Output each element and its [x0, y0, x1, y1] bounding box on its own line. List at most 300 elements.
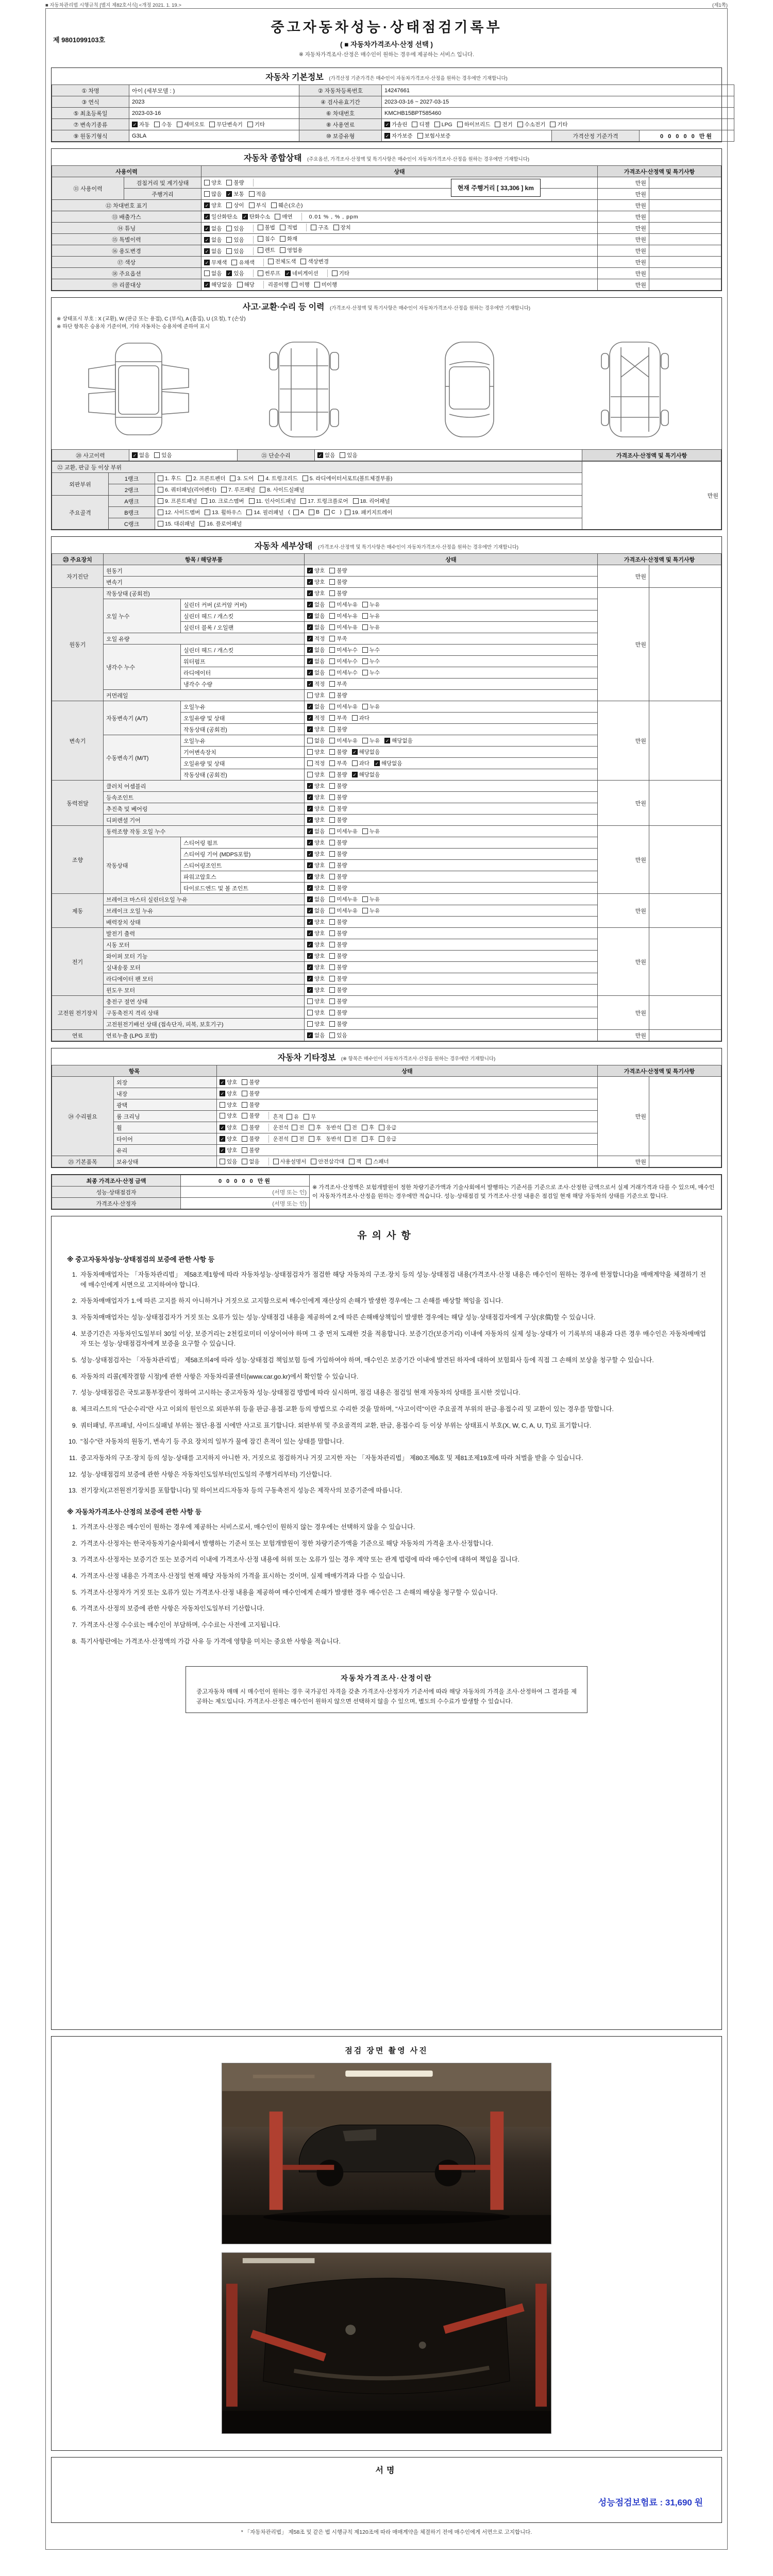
checkbox-양호[interactable] — [307, 771, 325, 778]
checkbox-label: 3. 도어 — [237, 475, 254, 482]
checkbox-불량[interactable] — [329, 952, 347, 960]
checkbox-label: 미세누유 — [337, 704, 358, 710]
checkbox-3. 도어[interactable] — [230, 474, 254, 482]
checkbox-자가보증[interactable] — [384, 132, 413, 140]
checkbox-있음[interactable] — [329, 1031, 347, 1039]
checkbox-보통[interactable] — [226, 190, 244, 198]
checkbox-전[interactable] — [345, 1124, 357, 1131]
checkbox-양호[interactable] — [307, 873, 325, 880]
checkbox-불량[interactable] — [329, 1020, 347, 1028]
checkbox-양호[interactable] — [220, 1146, 237, 1154]
checkbox-누유[interactable] — [362, 601, 380, 608]
checkbox-없음[interactable] — [307, 657, 325, 665]
checkbox-양호[interactable] — [307, 691, 325, 699]
checkbox-불량[interactable] — [329, 850, 347, 858]
checkbox-보험사보증[interactable] — [417, 132, 451, 140]
device-row — [52, 996, 721, 1007]
notice-items-1 — [67, 1270, 706, 1502]
checkbox-불량[interactable] — [329, 929, 347, 937]
accident-price-cell: 만원 — [582, 462, 721, 530]
item-label: 룸 크리닝 — [114, 1111, 217, 1122]
checkbox-icon — [292, 282, 297, 287]
checkbox-icon — [154, 122, 160, 127]
checkbox-양호[interactable] — [204, 179, 222, 187]
overall-row-label: ⑱ 주요옵션 — [52, 268, 201, 279]
checkbox-group — [307, 589, 356, 597]
checkbox-양호[interactable] — [307, 884, 325, 892]
checkbox-과다[interactable] — [352, 759, 369, 767]
state-cell — [305, 645, 598, 656]
checkbox-응급[interactable] — [379, 1135, 396, 1143]
checkbox-누유[interactable] — [362, 895, 380, 903]
checkbox-없음[interactable] — [307, 737, 325, 744]
checkbox-불량[interactable] — [329, 578, 347, 586]
state-cell — [305, 735, 598, 747]
checkbox-잭[interactable] — [349, 1158, 361, 1165]
checkbox-수동[interactable] — [154, 121, 172, 128]
field-value: 아이 (세부모델 : ) — [129, 85, 299, 96]
overall-row-label: ⑮ 특별이력 — [52, 234, 201, 245]
checkbox-16. 플로어패널[interactable] — [199, 520, 242, 528]
checkbox-부족[interactable] — [329, 680, 347, 688]
checkbox-1. 후드[interactable] — [158, 474, 181, 482]
exchange-rank-table — [52, 461, 721, 530]
checkbox-불량[interactable] — [329, 589, 347, 597]
checkbox-불량[interactable] — [329, 771, 347, 778]
checkbox-양호[interactable] — [307, 748, 325, 756]
state-cell — [305, 803, 598, 815]
checkbox-부족[interactable] — [329, 635, 347, 642]
checkbox-불량[interactable] — [329, 816, 347, 824]
checkbox-없음[interactable] — [307, 827, 325, 835]
checkbox-후[interactable] — [362, 1124, 374, 1131]
checkbox-B[interactable] — [309, 509, 320, 515]
checkbox-적법[interactable] — [280, 224, 297, 231]
checkbox-누유[interactable] — [362, 612, 380, 620]
checkbox-불량[interactable] — [242, 1090, 259, 1097]
checkbox-양호[interactable] — [220, 1112, 237, 1120]
checkbox-탄화수소[interactable] — [242, 213, 271, 221]
checkbox-icon: ✓ — [308, 625, 312, 630]
legend-line-2: ※ 하단 항목은 승용차 기준이며, 기타 자동차는 승용차에 준하여 표시 — [57, 324, 210, 330]
checkbox-적정[interactable] — [307, 680, 325, 688]
checkbox-누유[interactable] — [362, 827, 380, 835]
checkbox-있음[interactable] — [220, 1158, 237, 1165]
checkbox-LPG[interactable] — [434, 122, 452, 128]
checkbox-스패너[interactable] — [366, 1158, 389, 1165]
checkbox-양호[interactable] — [307, 952, 325, 960]
checkbox-5. 라디에이터서포트(볼트체결부품)[interactable] — [303, 474, 393, 482]
checkbox-양호[interactable] — [307, 850, 325, 858]
checkbox-2. 프론트펜더[interactable] — [186, 474, 225, 482]
notice-item-number: 12. — [68, 1470, 77, 1478]
checkbox-label: 화재 — [287, 236, 298, 242]
checkbox-label: 누유 — [369, 704, 380, 710]
checkbox-불량[interactable] — [329, 782, 347, 790]
checkbox-불량[interactable] — [329, 963, 347, 971]
notice-item-text: 가격조사·산정 내용은 가격조사·산정일 현재 해당 자동차의 가격을 표시하는 것이며, 실제 매매가격과 다를 수 있습니다. — [80, 1572, 405, 1580]
checkbox-A[interactable] — [293, 509, 304, 515]
checkbox-icon — [258, 270, 263, 276]
checkbox-양호[interactable] — [307, 782, 325, 790]
inspection-photo-2 — [222, 2252, 551, 2434]
checkbox-불량[interactable] — [329, 805, 347, 812]
checkbox-양호[interactable] — [204, 201, 222, 209]
checkbox-14. 필러패널[interactable] — [246, 509, 283, 516]
checkbox-이행[interactable] — [292, 281, 309, 289]
checkbox-누유[interactable] — [362, 907, 380, 914]
checkbox-label: 부족 — [337, 715, 347, 721]
checkbox-양호[interactable] — [220, 1101, 237, 1109]
checkbox-icon — [158, 498, 163, 504]
checkbox-양호[interactable] — [307, 918, 325, 926]
checkbox-전[interactable] — [345, 1135, 357, 1143]
checkbox-적음[interactable] — [249, 190, 266, 198]
notice-item — [67, 1270, 706, 1290]
checkbox-없음[interactable] — [307, 601, 325, 608]
checkbox-가솔린[interactable] — [384, 121, 407, 128]
checkbox-해당없음[interactable] — [352, 771, 380, 778]
checkbox-9. 프론트패널[interactable] — [158, 497, 197, 505]
checkbox-label: 없음 — [211, 237, 222, 243]
overall-state-cell — [201, 177, 598, 192]
device-group-label: 제동 — [52, 894, 104, 928]
checkbox-불량[interactable] — [329, 873, 347, 880]
checkbox-수소전기[interactable] — [517, 121, 546, 128]
checkbox-7. 루프패널[interactable] — [221, 486, 255, 494]
checkbox-해당없음[interactable] — [352, 748, 380, 756]
checkbox-label: 해당없음 — [359, 771, 380, 778]
checkbox-전체도색[interactable] — [268, 258, 296, 265]
checkbox-디젤[interactable] — [412, 121, 429, 128]
checkbox-미세누유[interactable] — [329, 895, 358, 903]
overall-row — [52, 268, 721, 279]
checkbox-양호[interactable] — [220, 1135, 237, 1143]
item-label: 광택 — [114, 1099, 217, 1111]
checkbox-icon: ✓ — [308, 614, 312, 619]
checkbox-후[interactable] — [309, 1135, 321, 1143]
subitem-label: 실린더 헤드 / 개스킷 — [181, 611, 305, 622]
option-text: ( — [288, 509, 290, 515]
checkbox-icon: ✓ — [308, 716, 312, 721]
checkbox-누수[interactable] — [362, 669, 380, 676]
checkbox-불량[interactable] — [329, 1009, 347, 1016]
checkbox-무[interactable] — [304, 1113, 316, 1121]
checkbox-안전삼각대[interactable] — [311, 1158, 344, 1165]
checkbox-있음[interactable] — [226, 236, 244, 244]
checkbox-누유[interactable] — [362, 623, 380, 631]
checkbox-있음[interactable] — [226, 247, 244, 255]
checkbox-영업용[interactable] — [280, 246, 303, 254]
warranty-label: ⑩ 보증유형 — [299, 130, 382, 142]
checkbox-불량[interactable] — [329, 884, 347, 892]
checkbox-기타[interactable] — [332, 269, 349, 277]
checkbox-불량[interactable] — [242, 1078, 259, 1086]
checkbox-불량[interactable] — [226, 179, 244, 187]
checkbox-불량[interactable] — [329, 567, 347, 574]
option-text: 운전석 — [273, 1125, 289, 1131]
state-cell — [305, 849, 598, 860]
checkbox-미세누유[interactable] — [329, 827, 358, 835]
checkbox-불량[interactable] — [329, 691, 347, 699]
checkbox-무단변속기[interactable] — [209, 121, 243, 128]
checkbox-12. 사이드멤버[interactable] — [158, 509, 200, 516]
device-row — [52, 1030, 721, 1041]
checkbox-사용설명서[interactable] — [273, 1158, 307, 1165]
checkbox-양호[interactable] — [307, 963, 325, 971]
checkbox-색상변경[interactable] — [300, 258, 329, 265]
checkbox-자동[interactable] — [132, 121, 149, 128]
checkbox-기타[interactable] — [247, 121, 265, 128]
checkbox-icon — [362, 1136, 367, 1142]
checkbox-없음[interactable] — [132, 451, 149, 459]
overall-row — [52, 211, 721, 223]
checkbox-양호[interactable] — [307, 861, 325, 869]
checkbox-해당[interactable] — [237, 281, 255, 289]
checkbox-응급[interactable] — [379, 1124, 396, 1131]
checkbox-양호[interactable] — [220, 1124, 237, 1131]
checkbox-18. 리어패널[interactable] — [353, 497, 390, 505]
checkbox-불법[interactable] — [258, 224, 275, 231]
checkbox-icon — [221, 487, 227, 493]
checkbox-label: 이행 — [299, 282, 310, 288]
price-survey-note: ※ 자동차가격조사·산정은 매수인이 원하는 경우에 제공하는 서비스 입니다. — [299, 52, 474, 58]
price-cell: 만원 — [597, 894, 649, 928]
checkbox-양호[interactable] — [307, 567, 325, 574]
notice-item-text: 자동차매매업자는 성능·상태점검자가 거짓 또는 오류가 있는 성능·상태점검 내용을 제공하여 2.에 따른 손해배상책임이 발생한 경우에는 해당 성능·상태점검자에게 구상(求償)할 수 있습니다. — [80, 1314, 596, 1321]
checkbox-C[interactable] — [324, 509, 335, 515]
checkbox-렌트[interactable] — [258, 246, 275, 254]
checkbox-없음[interactable] — [204, 236, 222, 244]
checkbox-icon — [329, 568, 335, 573]
checkbox-group — [204, 179, 254, 187]
checkbox-양호[interactable] — [307, 941, 325, 948]
checkbox-누유[interactable] — [362, 703, 380, 710]
state-cell — [305, 1007, 598, 1019]
checkbox-미세누수[interactable] — [329, 657, 358, 665]
checkbox-양호[interactable] — [307, 839, 325, 846]
checkbox-불량[interactable] — [329, 748, 347, 756]
checkbox-불량[interactable] — [242, 1146, 259, 1154]
checkbox-누수[interactable] — [362, 657, 380, 665]
checkbox-불량[interactable] — [242, 1135, 259, 1143]
checkbox-화재[interactable] — [280, 235, 297, 243]
checkbox-미세누유[interactable] — [329, 907, 358, 914]
price-survey-select-line[interactable]: ( ■ 자동차가격조사·산정 선택 ) — [340, 41, 433, 48]
checkbox-상이[interactable] — [226, 201, 244, 209]
checkbox-label: C — [331, 509, 335, 515]
checkbox-전기[interactable] — [495, 121, 512, 128]
checkbox-양호[interactable] — [220, 1078, 237, 1086]
checkbox-후[interactable] — [362, 1135, 374, 1143]
checkbox-label: 불량 — [337, 579, 347, 585]
checkbox-불량[interactable] — [242, 1112, 259, 1120]
checkbox-불량[interactable] — [329, 861, 347, 869]
checkbox-부족[interactable] — [329, 759, 347, 767]
checkbox-침수[interactable] — [258, 235, 275, 243]
checkbox-누유[interactable] — [362, 737, 380, 744]
checkbox-있음[interactable] — [340, 451, 357, 459]
checkbox-양호[interactable] — [307, 997, 325, 1005]
checkbox-양호[interactable] — [307, 986, 325, 994]
checkbox-해당없음[interactable] — [374, 759, 402, 767]
checkbox-미세누유[interactable] — [329, 623, 358, 631]
checkbox-네비게이션[interactable] — [285, 269, 318, 277]
checkbox-양호[interactable] — [307, 805, 325, 812]
notice-item-text: 중고자동차의 구조·장치 등의 성능·상태를 고지하지 아니한 자, 거짓으로 점검하거나 거짓 고지한 자는 「자동차관리법」 제80조제6호 및 제81조제19호에 따라 처벌을 받을 수 있습니다. — [80, 1454, 583, 1462]
checkbox-13. 휠하우스[interactable] — [205, 509, 242, 516]
checkbox-부족[interactable] — [329, 714, 347, 722]
checkbox-미세누수[interactable] — [329, 646, 358, 654]
checkbox-없음[interactable] — [204, 247, 222, 255]
checkbox-있음[interactable] — [154, 451, 172, 459]
checkbox-없음[interactable] — [307, 646, 325, 654]
checkbox-기타[interactable] — [550, 121, 567, 128]
checkbox-없음[interactable] — [307, 907, 325, 914]
checkbox-불량[interactable] — [329, 997, 347, 1005]
checkbox-불량[interactable] — [329, 986, 347, 994]
checkbox-11. 인사이드패널[interactable] — [249, 497, 296, 505]
checkbox-8. 사이드실패널[interactable] — [260, 486, 305, 494]
checkbox-하이브리드[interactable] — [457, 121, 491, 128]
checkbox-label: 불량 — [337, 987, 347, 993]
checkbox-양호[interactable] — [220, 1090, 237, 1097]
checkbox-label: 네비게이션 — [292, 270, 318, 277]
checkbox-세미오토[interactable] — [177, 121, 205, 128]
checkbox-icon — [353, 498, 359, 504]
checkbox-해당없음[interactable] — [384, 737, 413, 744]
checkbox-group — [307, 782, 356, 790]
checkbox-없음[interactable] — [242, 1158, 259, 1165]
checkbox-label: 1. 후드 — [165, 475, 181, 482]
notice-item-number: 7. — [72, 1621, 77, 1629]
checkbox-적정[interactable] — [307, 759, 325, 767]
checkbox-미세누유[interactable] — [329, 612, 358, 620]
checkbox-없음[interactable] — [204, 225, 222, 232]
checkbox-없음[interactable] — [307, 669, 325, 676]
checkbox-후[interactable] — [309, 1124, 321, 1131]
checkbox-없음[interactable] — [307, 895, 325, 903]
checkbox-불량[interactable] — [242, 1124, 259, 1131]
checkbox-유채색[interactable] — [231, 259, 254, 266]
checkbox-없음[interactable] — [204, 269, 222, 277]
checkbox-양호[interactable] — [307, 725, 325, 733]
checkbox-6. 쿼터패널(리어펜더)[interactable] — [158, 486, 216, 494]
checkbox-label: 양호 — [314, 885, 325, 891]
checkbox-icon — [329, 896, 335, 902]
checkbox-label: 없음 — [314, 647, 325, 653]
checkbox-icon — [329, 998, 335, 1004]
checkbox-양호[interactable] — [307, 1020, 325, 1028]
checkbox-label: 장치 — [340, 225, 351, 231]
checkbox-없음[interactable] — [307, 612, 325, 620]
checkbox-양호[interactable] — [307, 1009, 325, 1016]
checkbox-있음[interactable] — [226, 225, 244, 232]
checkbox-누수[interactable] — [362, 646, 380, 654]
notice-item — [67, 1522, 706, 1533]
checkbox-미세누수[interactable] — [329, 669, 358, 676]
checkbox-불량[interactable] — [329, 918, 347, 926]
checkbox-17. 트렁크플로어[interactable] — [300, 497, 348, 505]
checkbox-group — [307, 907, 389, 914]
checkbox-전[interactable] — [292, 1124, 304, 1131]
checkbox-과다[interactable] — [352, 714, 369, 722]
checkbox-양호[interactable] — [307, 975, 325, 982]
checkbox-일산화탄소[interactable] — [204, 213, 238, 221]
checkbox-없음[interactable] — [307, 623, 325, 631]
checkbox-썬루프[interactable] — [258, 269, 280, 277]
checkbox-label: 전 — [299, 1136, 305, 1142]
notice-item-text: "침수"란 자동차의 원동기, 변속기 등 주요 장치의 일부가 물에 잠긴 흔적이 있는 상태를 말합니다. — [80, 1438, 344, 1446]
checkbox-label: 없음 — [325, 452, 335, 459]
checkbox-불량[interactable] — [242, 1101, 259, 1109]
item-label: 와이퍼 모터 기능 — [104, 951, 305, 962]
checkbox-10. 크로스멤버[interactable] — [201, 497, 244, 505]
checkbox-icon — [329, 794, 335, 800]
state-cell — [305, 769, 598, 781]
checkbox-장치[interactable] — [333, 224, 351, 231]
checkbox-미세누유[interactable] — [329, 703, 358, 710]
checkbox-icon — [329, 953, 335, 959]
checkbox-전[interactable] — [292, 1135, 304, 1143]
checkbox-불량[interactable] — [329, 975, 347, 982]
checkbox-icon: ✓ — [352, 772, 357, 777]
note-cell — [649, 996, 721, 1030]
checkbox-미세누유[interactable] — [329, 601, 358, 608]
checkbox-훼손(오손)[interactable] — [271, 201, 303, 209]
checkbox-미세누유[interactable] — [329, 737, 358, 744]
checkbox-적정[interactable] — [307, 635, 325, 642]
checkbox-무채색[interactable] — [204, 259, 227, 266]
checkbox-해당없음[interactable] — [204, 281, 232, 289]
checkbox-없음[interactable] — [317, 451, 335, 459]
checkbox-양호[interactable] — [307, 793, 325, 801]
checkbox-15. 대쉬패널[interactable] — [158, 520, 195, 528]
checkbox-있음[interactable] — [226, 269, 244, 277]
checkbox-불량[interactable] — [329, 941, 347, 948]
checkbox-많음[interactable] — [204, 190, 222, 198]
checkbox-유[interactable] — [287, 1113, 299, 1121]
checkbox-부식[interactable] — [249, 201, 266, 209]
checkbox-양호[interactable] — [307, 816, 325, 824]
checkbox-적정[interactable] — [307, 714, 325, 722]
checkbox-없음[interactable] — [307, 703, 325, 710]
checkbox-19. 패키지트레이[interactable] — [345, 509, 392, 516]
column-header: 상태 — [217, 1065, 598, 1077]
checkbox-4. 트렁크리드[interactable] — [258, 474, 297, 482]
checkbox-양호[interactable] — [307, 578, 325, 586]
checkbox-양호[interactable] — [307, 589, 325, 597]
base-price-label: 가격산정 기준가격 — [552, 130, 640, 142]
checkbox-양호[interactable] — [307, 929, 325, 937]
checkbox-label: 8. 사이드실패널 — [267, 486, 305, 493]
main-frame-group-label: 주요골격 — [52, 496, 109, 530]
checkbox-없음[interactable] — [307, 1031, 325, 1039]
checkbox-group — [307, 861, 356, 869]
checkbox-미이행[interactable] — [314, 281, 337, 289]
checkbox-icon — [324, 510, 330, 515]
checkbox-label: B — [315, 509, 320, 515]
checkbox-label: 미세누유 — [337, 896, 358, 903]
checkbox-구조[interactable] — [311, 224, 328, 231]
checkbox-label: 불량 — [337, 976, 347, 982]
checkbox-불량[interactable] — [329, 839, 347, 846]
checkbox-불량[interactable] — [329, 793, 347, 801]
checkbox-불량[interactable] — [329, 725, 347, 733]
checkbox-매연[interactable] — [275, 213, 292, 221]
checkbox-label: 있음 — [233, 270, 244, 277]
checkbox-label: 양호 — [314, 919, 325, 925]
